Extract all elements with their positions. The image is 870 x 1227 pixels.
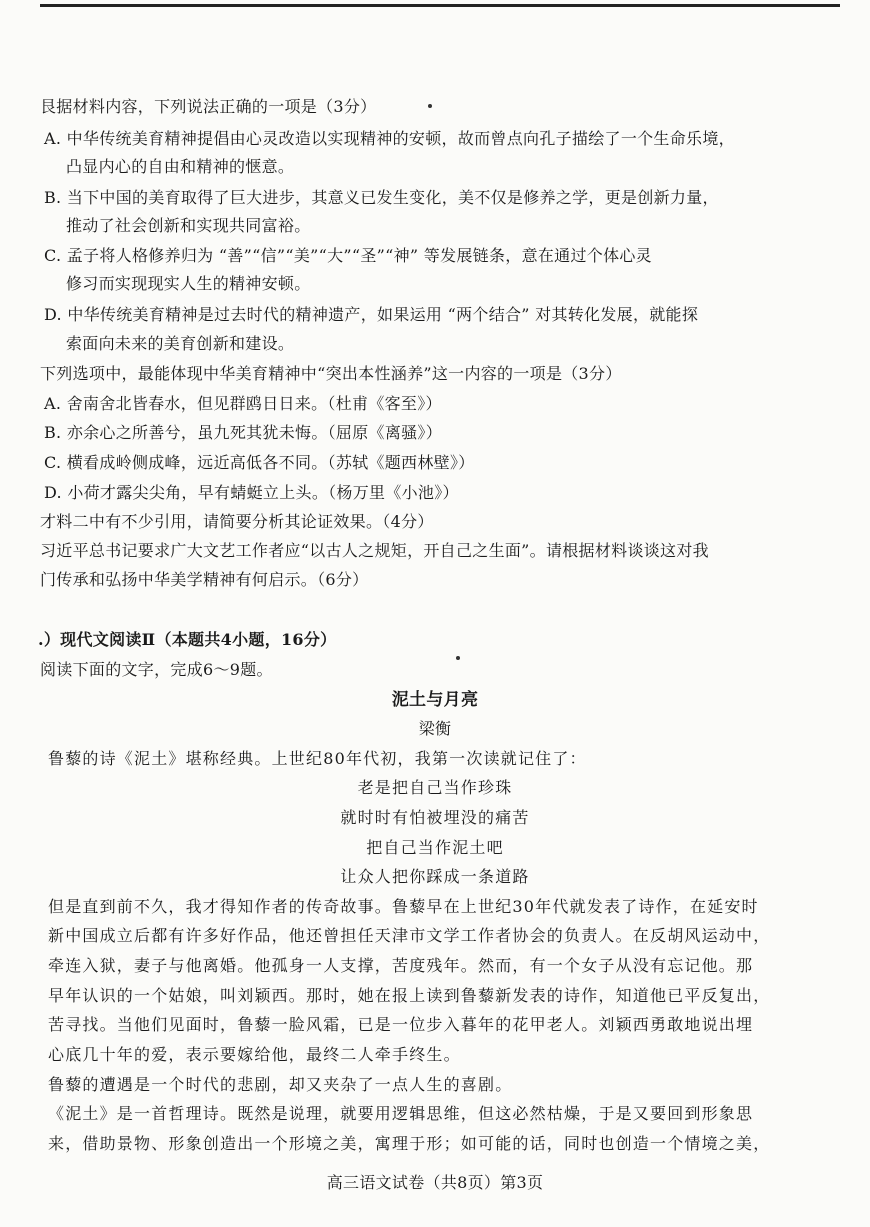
article-paragraph-1: 鲁藜的诗《泥土》堪称经典。上世纪80年代初，我第一次读就记住了： [48, 749, 587, 768]
article-paragraph-3: 鲁藜的遭遇是一个时代的悲剧，却又夹杂了一点人生的喜剧。 [48, 1075, 513, 1094]
article-author: 梁衡 [418, 719, 452, 738]
article-paragraph-2-line: 但是直到前不久，我才得知作者的传奇故事。鲁藜早在上世纪30年代就发表了诗作，在延安时 [48, 897, 759, 916]
q3-option-a-cont: 凸显内心的自由和精神的惬意。 [66, 157, 295, 176]
q4-option-a: A. 舍南舍北皆春水，但见群鸥日日来。（杜甫《客至》） [44, 394, 442, 413]
article-title: 泥土与月亮 [391, 690, 479, 710]
q3-option-a: A. 中华传统美育精神提倡由心灵改造以实现精神的安顿，故而曾点向孔子描绘了一个生命乐境， [44, 129, 735, 148]
poem-line-4: 让众人把你踩成一条道路 [340, 867, 530, 886]
q4-option-d: D. 小荷才露尖尖角，早有蜻蜓立上头。（杨万里《小池》） [44, 483, 459, 502]
q3-option-c-cont: 修习而实现现实人生的精神安顿。 [66, 274, 311, 293]
question-6-line2: 门传承和弘扬中华美学精神有何启示。（6分） [40, 570, 369, 589]
top-border [40, 4, 840, 7]
speck [456, 656, 460, 660]
question-4-stem: 下列选项中，最能体现中华美育精神中“突出本性涵养”这一内容的一项是（3分） [40, 364, 622, 383]
poem-line-2: 就时时有怕被埋没的痛苦 [340, 808, 530, 827]
question-5: 才料二中有不少引用，请简要分析其论证效果。（4分） [40, 512, 434, 531]
article-paragraph-4-line: 来，借助景物、形象创造出一个形境之美，寓理于形；如可能的话，同时也创造一个情境之美， [48, 1134, 771, 1153]
poem-line-3: 把自己当作泥土吧 [366, 838, 504, 857]
q3-option-d-cont: 索面向未来的美育创新和建设。 [66, 334, 295, 353]
q4-option-b: B. 亦余心之所善兮，虽九死其犹未悔。（屈原《离骚》） [44, 423, 443, 442]
q3-option-b-cont: 推动了社会创新和实现共同富裕。 [66, 216, 311, 235]
q4-option-c: C. 横看成岭侧成峰，远近高低各不同。（苏轼《题西林壁》） [44, 453, 475, 472]
page-footer: 高三语文试卷（共8页）第3页 [326, 1173, 544, 1192]
article-paragraph-4-line: 《泥土》是一首哲理诗。既然是说理，就要用逻辑思维，但这必然枯燥，于是又要回到形象思 [48, 1104, 754, 1123]
article-paragraph-2-line: 牵连入狱，妻子与他离婚。他孤身一人支撑，苦度残年。然而，有一个女子从没有忘记他。那 [48, 956, 754, 975]
q3-option-b: B. 当下中国的美育取得了巨大进步，其意义已发生变化，美不仅是修养之学，更是创新力量， [44, 188, 719, 207]
article-paragraph-2-line: 新中国成立后都有许多好作品，他还曾担任天津市文学工作者协会的负责人。在反胡风运动中， [48, 926, 771, 945]
q3-option-c: C. 孟子将人格修养归为 “善”“信”“美”“大”“圣”“神” 等发展链条，意在通过个体心灵 [44, 246, 652, 265]
question-3-stem: 艮据材料内容，下列说法正确的一项是（3分） [40, 97, 377, 116]
section-heading: .）现代文阅读Ⅱ（本题共4小题，16分） [38, 630, 337, 649]
article-paragraph-2-line: 早年认识的一个姑娘，叫刘颖西。那时，她在报上读到鲁藜新发表的诗作，知道他已平反复出， [48, 986, 771, 1005]
article-paragraph-2-line: 心底几十年的爱，表示要嫁给他，最终二人牵手终生。 [48, 1045, 461, 1064]
section-instruction: 阅读下面的文字，完成6～9题。 [40, 660, 273, 679]
question-6-line1: 习近平总书记要求广大文艺工作者应“以古人之规矩，开自己之生面”。请根据材料谈谈这对我 [40, 541, 709, 560]
article-paragraph-2-line: 苦寻找。当他们见面时，鲁藜一脸风霜，已是一位步入暮年的花甲老人。刘颖西勇敢地说出埋 [48, 1015, 754, 1034]
poem-line-1: 老是把自己当作珍珠 [357, 778, 513, 797]
q3-option-d: D. 中华传统美育精神是过去时代的精神遗产，如果运用 “两个结合” 对其转化发展，就能探 [44, 305, 699, 324]
speck [428, 104, 432, 108]
